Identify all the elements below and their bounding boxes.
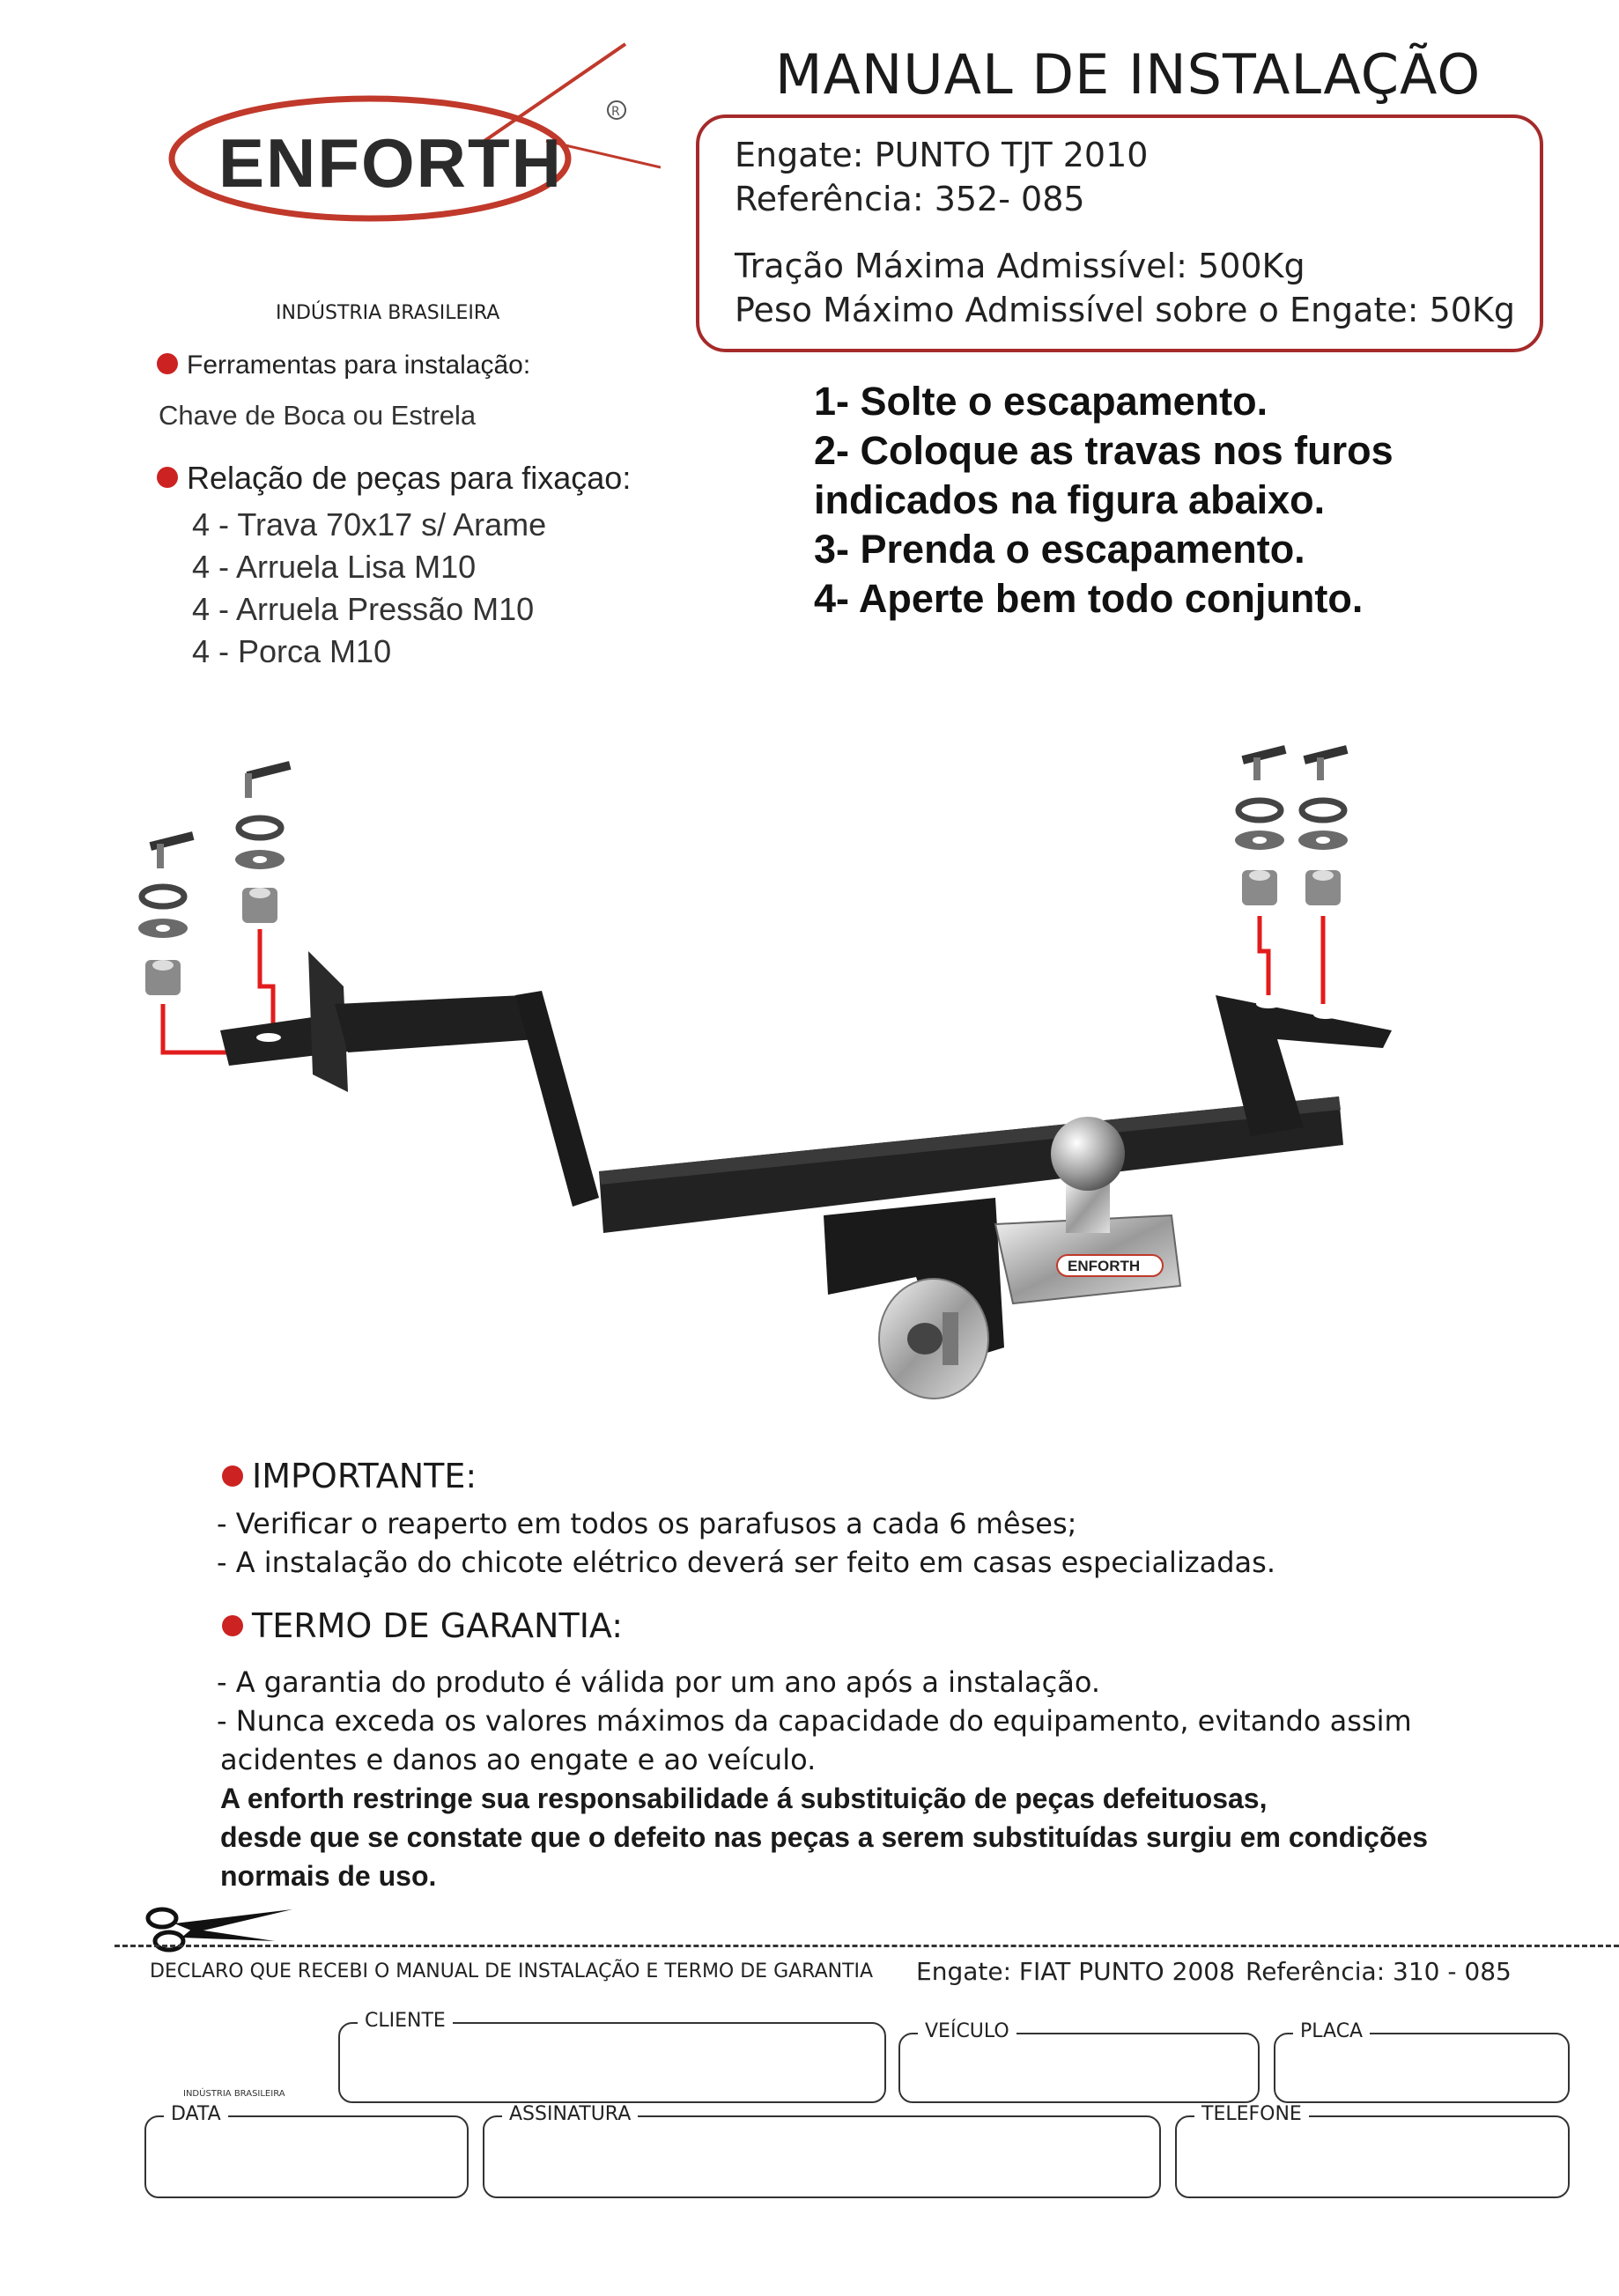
bullet-icon xyxy=(222,1615,243,1636)
spec-referencia: Referência: 352- 085 xyxy=(735,180,1085,218)
data-field[interactable] xyxy=(144,2103,469,2198)
telefone-label: TELEFONE xyxy=(1194,2103,1309,2125)
main-crossbar xyxy=(335,991,1343,1233)
parts-item: 4 - Porca M10 xyxy=(192,633,392,669)
step-item: 4- Aperte bem todo conjunto. xyxy=(814,576,1364,621)
bullet-icon xyxy=(157,353,178,374)
spec-box xyxy=(696,114,1543,352)
assinatura-field[interactable] xyxy=(483,2103,1161,2198)
spec-peso: Peso Máximo Admissível sobre o Engate: 50Kg xyxy=(735,291,1516,329)
receipt-referencia: Referência: 310 - 085 xyxy=(1246,1957,1512,1986)
registered-mark: R xyxy=(611,105,620,119)
warranty-line: acidentes e danos ao engate e ao veículo. xyxy=(220,1743,817,1776)
parts-list xyxy=(192,504,546,673)
scissors-icon xyxy=(143,1902,301,1955)
enforth-logo xyxy=(167,35,661,255)
veiculo-label: VEÍCULO xyxy=(918,2020,1016,2042)
parts-item: 4 - Trava 70x17 s/ Arame xyxy=(192,506,547,543)
receipt-engate: Engate: FIAT PUNTO 2008 xyxy=(916,1957,1235,1986)
left-hardware-stack-outer xyxy=(138,831,194,995)
warranty-bold-line: normais de uso. xyxy=(220,1860,437,1892)
tools-label: Ferramentas para instalação: xyxy=(157,351,530,380)
cut-line xyxy=(115,1945,1619,1947)
declaration-text: DECLARO QUE RECEBI O MANUAL DE INSTALAÇÃO E TERMO DE GARANTIA xyxy=(150,1960,874,1982)
ball-mount-label: ENFORTH xyxy=(1068,1258,1141,1274)
warranty-line: - A garantia do produto é válida por um ano após a instalação. xyxy=(217,1665,1101,1699)
right-hardware-stack-outer xyxy=(1235,745,1286,905)
spec-engate: Engate: PUNTO TJT 2010 xyxy=(735,136,1149,174)
industry-label: INDÚSTRIA BRASILEIRA xyxy=(276,302,500,324)
bullet-icon xyxy=(222,1465,243,1487)
right-hardware-stack-inner xyxy=(1298,745,1348,905)
warranty-bold-line: A enforth restringe sua responsabilidade á substituição de peças defeituosas, xyxy=(220,1783,1268,1814)
cliente-label: CLIENTE xyxy=(358,2010,453,2032)
cliente-field[interactable] xyxy=(338,2010,886,2103)
warranty-bold-line: desde que se constate que o defeito nas peças a serem substituídas surgiu em condições xyxy=(220,1821,1429,1853)
step-item: 1- Solte o escapamento. xyxy=(814,379,1268,424)
placa-field[interactable] xyxy=(1274,2020,1570,2103)
step-item: 3- Prenda o escapamento. xyxy=(814,527,1305,572)
important-line: - Verificar o reaperto em todos os parafusos a cada 6 mêses; xyxy=(217,1507,1077,1540)
veiculo-field[interactable] xyxy=(898,2020,1260,2103)
step-item: 2- Coloque as travas nos furos xyxy=(814,428,1394,473)
tow-hitch-diagram xyxy=(123,740,1427,1427)
spec-tracao: Tração Máxima Admissível: 500Kg xyxy=(735,247,1305,285)
placa-label: PLACA xyxy=(1293,2020,1370,2042)
tools-value: Chave de Boca ou Estrela xyxy=(159,400,477,431)
important-title: IMPORTANTE: xyxy=(222,1457,477,1495)
assinatura-label: ASSINATURA xyxy=(502,2103,638,2125)
important-line: - A instalação do chicote elétrico deverá ser feito em casas especializadas. xyxy=(217,1546,1275,1579)
warranty-title: TERMO DE GARANTIA: xyxy=(222,1606,623,1645)
bullet-icon xyxy=(157,467,178,488)
parts-item: 4 - Arruela Lisa M10 xyxy=(192,549,477,585)
data-label: DATA xyxy=(164,2103,228,2125)
parts-item: 4 - Arruela Pressão M10 xyxy=(192,591,535,627)
lock-cylinder xyxy=(879,1279,988,1399)
brand-text: ENFORTH xyxy=(218,124,563,202)
telefone-field[interactable] xyxy=(1175,2103,1570,2198)
installation-steps xyxy=(814,377,1394,624)
industry-small-label: INDÚSTRIA BRASILEIRA xyxy=(183,2089,285,2099)
warranty-line: - Nunca exceda os valores máximos da capacidade do equipamento, evitando assim xyxy=(217,1704,1412,1738)
left-hardware-stack-inner xyxy=(235,761,291,923)
step-item: indicados na figura abaixo. xyxy=(814,477,1326,522)
page-title: MANUAL DE INSTALAÇÃO xyxy=(775,42,1482,107)
parts-title: Relação de peças para fixaçao: xyxy=(157,460,631,497)
